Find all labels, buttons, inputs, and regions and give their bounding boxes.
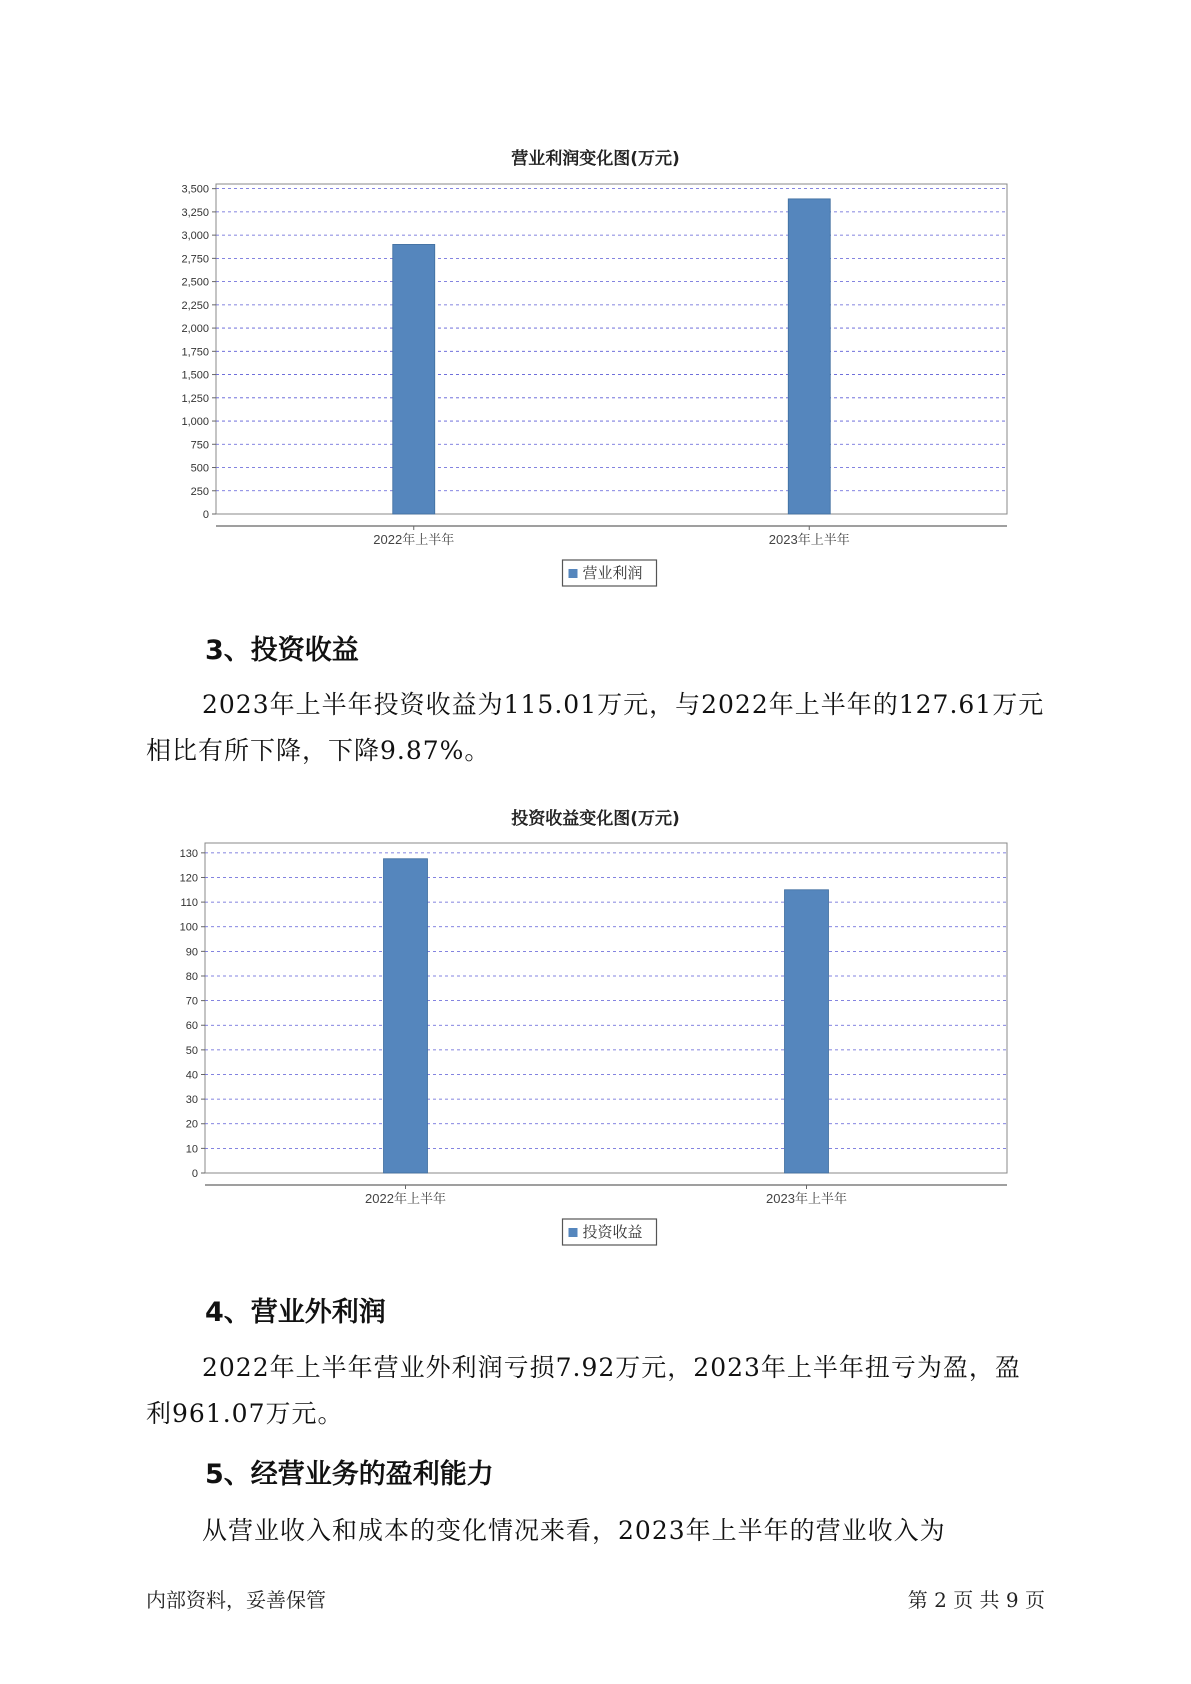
x-tick-label: 2022年上半年 [373,532,455,547]
paragraph-line: 从营业收入和成本的变化情况来看，2023年上半年的营业收入为 [202,1516,946,1545]
legend-label: 投资收益 [582,1224,643,1241]
y-tick-label: 2,750 [181,253,209,266]
bar [785,890,829,1173]
paragraph-line: 2022年上半年营业外利润亏损7.92万元，2023年上半年扭亏为盈，盈 [202,1353,1021,1382]
footer-confidential-note: 内部资料，妥善保管 [146,1588,326,1612]
y-tick-label: 250 [190,485,209,498]
bar [788,199,830,514]
operating-profit-chart [0,168,1191,588]
y-tick-label: 70 [185,995,198,1008]
y-tick-label: 20 [185,1118,198,1131]
y-tick-label: 40 [185,1069,198,1082]
paragraph-profitability [146,1508,1046,1554]
y-tick-label: 10 [185,1143,198,1156]
y-tick-label: 130 [179,847,198,860]
y-tick-label: 2,500 [181,276,209,289]
y-tick-label: 110 [180,897,198,910]
y-tick-label: 0 [202,509,209,521]
section-heading-profitability: 5、经营业务的盈利能力 [205,1459,494,1490]
paragraph-investment-income [146,682,1046,774]
bar [393,244,435,514]
y-tick-label: 80 [185,970,198,983]
investment-income-chart [0,828,1191,1248]
chart-title-investment-income: 投资收益变化图(万元) [511,809,680,829]
y-tick-label: 3,000 [181,230,209,243]
x-tick-label: 2023年上半年 [766,1191,847,1206]
paragraph-line: 利961.07万元。 [146,1399,344,1428]
y-tick-label: 1,500 [181,369,209,382]
y-tick-label: 1,000 [181,416,209,429]
y-tick-label: 90 [185,946,198,959]
y-tick-label: 500 [190,462,209,475]
y-tick-label: 2,250 [181,299,209,312]
y-tick-label: 1,750 [181,346,209,359]
y-tick-label: 3,500 [181,183,209,196]
chart-title-operating-profit: 营业利润变化图(万元) [511,149,680,169]
y-tick-label: 120 [179,872,198,885]
y-tick-label: 750 [190,439,209,452]
bar [384,859,428,1173]
legend-label: 营业利润 [582,565,643,582]
paragraph-line: 2023年上半年投资收益为115.01万元，与2022年上半年的127.61万元 [202,690,1045,719]
y-tick-label: 0 [191,1168,198,1180]
x-tick-label: 2023年上半年 [768,532,850,547]
section-heading-investment-income: 3、投资收益 [205,635,359,666]
y-tick-label: 30 [185,1094,198,1107]
y-tick-label: 2,000 [181,323,209,336]
y-tick-label: 50 [185,1044,198,1057]
y-tick-label: 3,250 [181,206,209,219]
y-tick-label: 60 [185,1020,198,1033]
y-tick-label: 1,250 [181,392,209,405]
section-heading-non-operating-profit: 4、营业外利润 [205,1297,386,1328]
y-tick-label: 100 [179,921,198,934]
paragraph-line: 相比有所下降，下降9.87%。 [146,736,491,765]
legend-swatch [569,1228,578,1237]
x-tick-label: 2022年上半年 [365,1191,446,1206]
plot-area [216,184,1007,514]
footer-page-number: 第 2 页 共 9 页 [907,1588,1045,1612]
paragraph-non-operating-profit [146,1345,1046,1437]
legend-swatch [569,569,578,578]
